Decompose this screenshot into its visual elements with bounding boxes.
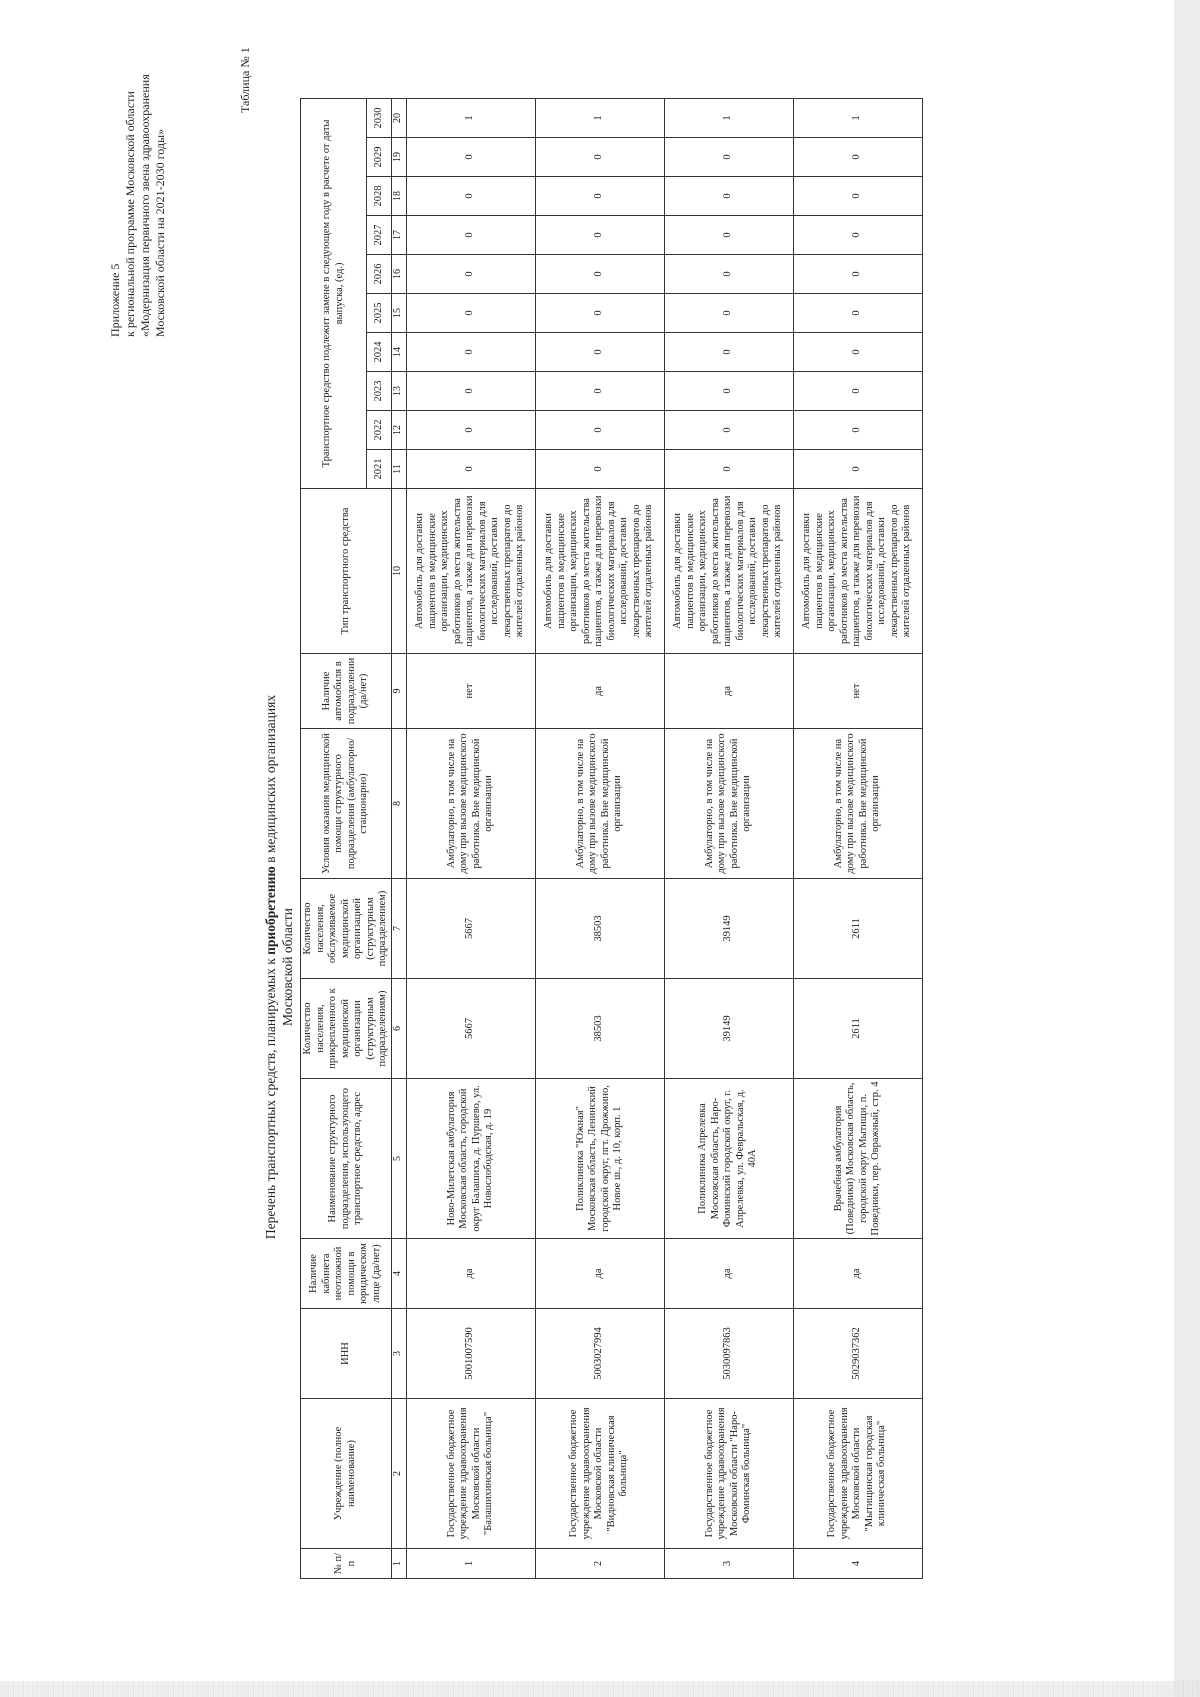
header-year: 2029 [367, 138, 391, 177]
row-year-value: 0 [406, 450, 535, 489]
row-year-value: 0 [535, 450, 664, 489]
table-row [535, 98, 664, 1578]
header-institution: Учреждение (полное наименование) [301, 1399, 392, 1549]
row-vehicle-available: нет [793, 654, 922, 729]
row-year-value: 0 [793, 216, 922, 255]
row-year-value: 0 [793, 450, 922, 489]
row-inn: 5001007590 [406, 1309, 535, 1399]
row-year-value: 0 [793, 372, 922, 411]
row-year-value: 0 [406, 138, 535, 177]
column-number: 13 [391, 372, 406, 411]
row-vehicle-type: Автомобиль для доставки пациентов в медицинские организации, медицинских работников до места жительства пациентов, а также для перевозки биологических материалов для исследований, доставки лекарственных препаратов до жителей отдаленных районов [664, 489, 793, 654]
row-year-value: 0 [793, 411, 922, 450]
row-urgent-care-room: да [664, 1239, 793, 1309]
row-structural-unit: Ново-Милетская амбулатория Московская область, городской округ Балашиха, д. Пуршево, ул. Новослободская, д. 19 [406, 1079, 535, 1239]
column-number: 1 [391, 1549, 406, 1579]
column-number: 14 [391, 333, 406, 372]
row-institution: Государственное бюджетное учреждение здравоохранения Московской области "Балашихинская больница" [406, 1399, 535, 1549]
row-attached-population: 2611 [793, 979, 922, 1079]
header-number: № п/п [301, 1549, 392, 1579]
row-year-value: 0 [664, 216, 793, 255]
header-urgent-care-room: Наличие кабинета неотложной помощи в юридическом лице (да/нет) [301, 1239, 392, 1309]
column-number: 11 [391, 450, 406, 489]
column-number-row [391, 98, 406, 1578]
row-year-value: 0 [664, 138, 793, 177]
header-vehicle-available: Наличие автомобиля в подразделении (да/нет) [301, 654, 392, 729]
row-year-value: 0 [664, 255, 793, 294]
column-number: 16 [391, 255, 406, 294]
header-year: 2028 [367, 177, 391, 216]
row-year-value: 0 [535, 411, 664, 450]
column-number: 12 [391, 411, 406, 450]
header-vehicle-type: Тип транспортного средства [301, 489, 392, 654]
header-year: 2022 [367, 411, 391, 450]
column-number: 10 [391, 489, 406, 654]
column-number: 2 [391, 1399, 406, 1549]
header-year: 2024 [367, 333, 391, 372]
row-structural-unit: Поликлиника "Южная" Московская область, Ленинский городской округ, пгт. Дрожжино, Новое ш., д. 10, корп. 1 [535, 1079, 664, 1239]
row-care-conditions: Амбулаторно, в том числе на дому при вызове медицинского работника. Вне медицинской организации [535, 729, 664, 879]
row-year-value: 0 [406, 294, 535, 333]
header-structural-unit: Наименование структурного подразделения, использующего транспортное средство, адрес [301, 1079, 392, 1239]
appendix-header-line: Московской области на 2021-2030 годы» [153, 128, 167, 337]
row-vehicle-available: да [664, 654, 793, 729]
row-institution: Государственное бюджетное учреждение здравоохранения Московской области "Мытищинская городская клиническая больница" [793, 1399, 922, 1549]
row-institution: Государственное бюджетное учреждение здравоохранения Московской области "Видновская клиническая больница" [535, 1399, 664, 1549]
row-year-value: 0 [535, 177, 664, 216]
row-year-value: 0 [793, 294, 922, 333]
row-number: 2 [535, 1549, 664, 1579]
row-urgent-care-room: да [406, 1239, 535, 1309]
title-part-1: Перечень транспортных средств, планируемых к [263, 954, 278, 1240]
row-year-value: 0 [406, 216, 535, 255]
column-number: 8 [391, 729, 406, 879]
title-bold-word: приобретению [263, 866, 278, 955]
row-urgent-care-room: да [535, 1239, 664, 1309]
row-year-value: 0 [664, 372, 793, 411]
column-number: 20 [391, 98, 406, 137]
row-attached-population: 38503 [535, 979, 664, 1079]
header-served-population: Количество населения, обслуживаемое медицинской организацией (структурным подразделением) [301, 879, 392, 979]
header-year: 2027 [367, 216, 391, 255]
row-year-value: 0 [406, 411, 535, 450]
row-year-value: 0 [664, 450, 793, 489]
table-header-row [301, 98, 367, 1578]
row-inn: 5029037362 [793, 1309, 922, 1399]
row-year-value: 0 [535, 333, 664, 372]
header-inn: ИНН [301, 1309, 392, 1399]
row-urgent-care-room: да [793, 1239, 922, 1309]
title-part-2: в медицинских организациях [263, 694, 278, 867]
row-year-value: 0 [664, 177, 793, 216]
row-year-value: 0 [535, 216, 664, 255]
header-year: 2026 [367, 255, 391, 294]
appendix-header [108, 7, 168, 337]
column-number: 7 [391, 879, 406, 979]
table-row [664, 98, 793, 1578]
table-row [406, 98, 535, 1578]
row-structural-unit: Врачебная амбулатория (Поведники) Московская область, городской округ Мытищи, п. Поведники, пер. Овражный, стр. 4 [793, 1079, 922, 1239]
column-number: 4 [391, 1239, 406, 1309]
row-served-population: 39149 [664, 879, 793, 979]
row-year-value: 0 [535, 372, 664, 411]
row-year-value: 0 [793, 333, 922, 372]
header-replacement-years: Транспортное средство подлежит замене в следующем году в расчете от даты выпуска, (ед.) [301, 98, 367, 488]
vehicles-table [300, 98, 923, 1579]
header-year: 2025 [367, 294, 391, 333]
row-vehicle-available: нет [406, 654, 535, 729]
column-number: 5 [391, 1079, 406, 1239]
row-number: 3 [664, 1549, 793, 1579]
row-year-value: 0 [664, 333, 793, 372]
row-year-value: 0 [793, 255, 922, 294]
row-care-conditions: Амбулаторно, в том числе на дому при вызове медицинского работника. Вне медицинской организации [793, 729, 922, 879]
column-number: 19 [391, 138, 406, 177]
column-number: 17 [391, 216, 406, 255]
row-inn: 5030097863 [664, 1309, 793, 1399]
column-number: 3 [391, 1309, 406, 1399]
row-number: 1 [406, 1549, 535, 1579]
row-year-value: 1 [535, 98, 664, 137]
header-year: 2021 [367, 450, 391, 489]
column-number: 6 [391, 979, 406, 1079]
appendix-header-line: к региональной программе Московской области [123, 91, 137, 337]
row-attached-population: 5667 [406, 979, 535, 1079]
header-year: 2023 [367, 372, 391, 411]
row-institution: Государственное бюджетное учреждение здравоохранения Московской области "Наро-Фоминская больница" [664, 1399, 793, 1549]
row-vehicle-available: да [535, 654, 664, 729]
row-year-value: 0 [535, 138, 664, 177]
row-care-conditions: Амбулаторно, в том числе на дому при вызове медицинского работника. Вне медицинской организации [406, 729, 535, 879]
row-attached-population: 39149 [664, 979, 793, 1079]
row-year-value: 0 [535, 255, 664, 294]
row-inn: 5003027994 [535, 1309, 664, 1399]
column-number: 9 [391, 654, 406, 729]
document-title [262, 467, 296, 1467]
row-year-value: 0 [664, 411, 793, 450]
row-served-population: 5667 [406, 879, 535, 979]
header-attached-population: Количество населения, прикрепленного к медицинской организации (структурным подразделениям) [301, 979, 392, 1079]
row-year-value: 0 [793, 177, 922, 216]
row-year-value: 0 [406, 372, 535, 411]
row-year-value: 0 [535, 294, 664, 333]
row-year-value: 0 [406, 177, 535, 216]
row-vehicle-type: Автомобиль для доставки пациентов в медицинские организации, медицинских работников до места жительства пациентов, а также для перевозки биологических материалов для исследований, доставки лекарственных препаратов до жителей отдаленных районов [406, 489, 535, 654]
row-year-value: 0 [664, 294, 793, 333]
row-number: 4 [793, 1549, 922, 1579]
header-care-conditions: Условия оказания медицинской помощи структурного подразделения (амбулаторно/стационарно) [301, 729, 392, 879]
appendix-header-line: «Модернизация первичного звена здравоохранения [138, 74, 152, 337]
row-care-conditions: Амбулаторно, в том числе на дому при вызове медицинского работника. Вне медицинской организации [664, 729, 793, 879]
header-year: 2030 [367, 98, 391, 137]
row-vehicle-type: Автомобиль для доставки пациентов в медицинские организации, медицинских работников до места жительства пациентов, а также для перевозки биологических материалов для исследований, доставки лекарственных препаратов до жителей отдаленных районов [535, 489, 664, 654]
row-served-population: 38503 [535, 879, 664, 979]
row-year-value: 1 [793, 98, 922, 137]
row-year-value: 0 [406, 333, 535, 372]
row-year-value: 1 [406, 98, 535, 137]
column-number: 18 [391, 177, 406, 216]
row-year-value: 1 [664, 98, 793, 137]
table-number: Таблица № 1 [238, 47, 252, 113]
table-row [793, 98, 922, 1578]
row-vehicle-type: Автомобиль для доставки пациентов в медицинские организации, медицинских работников до места жительства пациентов, а также для перевозки биологических материалов для исследований, доставки лекарственных препаратов до жителей отдаленных районов [793, 489, 922, 654]
row-year-value: 0 [406, 255, 535, 294]
row-served-population: 2611 [793, 879, 922, 979]
row-year-value: 0 [793, 138, 922, 177]
column-number: 15 [391, 294, 406, 333]
row-structural-unit: Поликлиника Апрелевка Московская область, Наро-Фоминский городской округ, г. Апрелевка, ул. Февральская, д. 40А [664, 1079, 793, 1239]
appendix-header-line: Приложение 5 [108, 263, 122, 337]
title-line-2: Московской области [280, 908, 295, 1027]
